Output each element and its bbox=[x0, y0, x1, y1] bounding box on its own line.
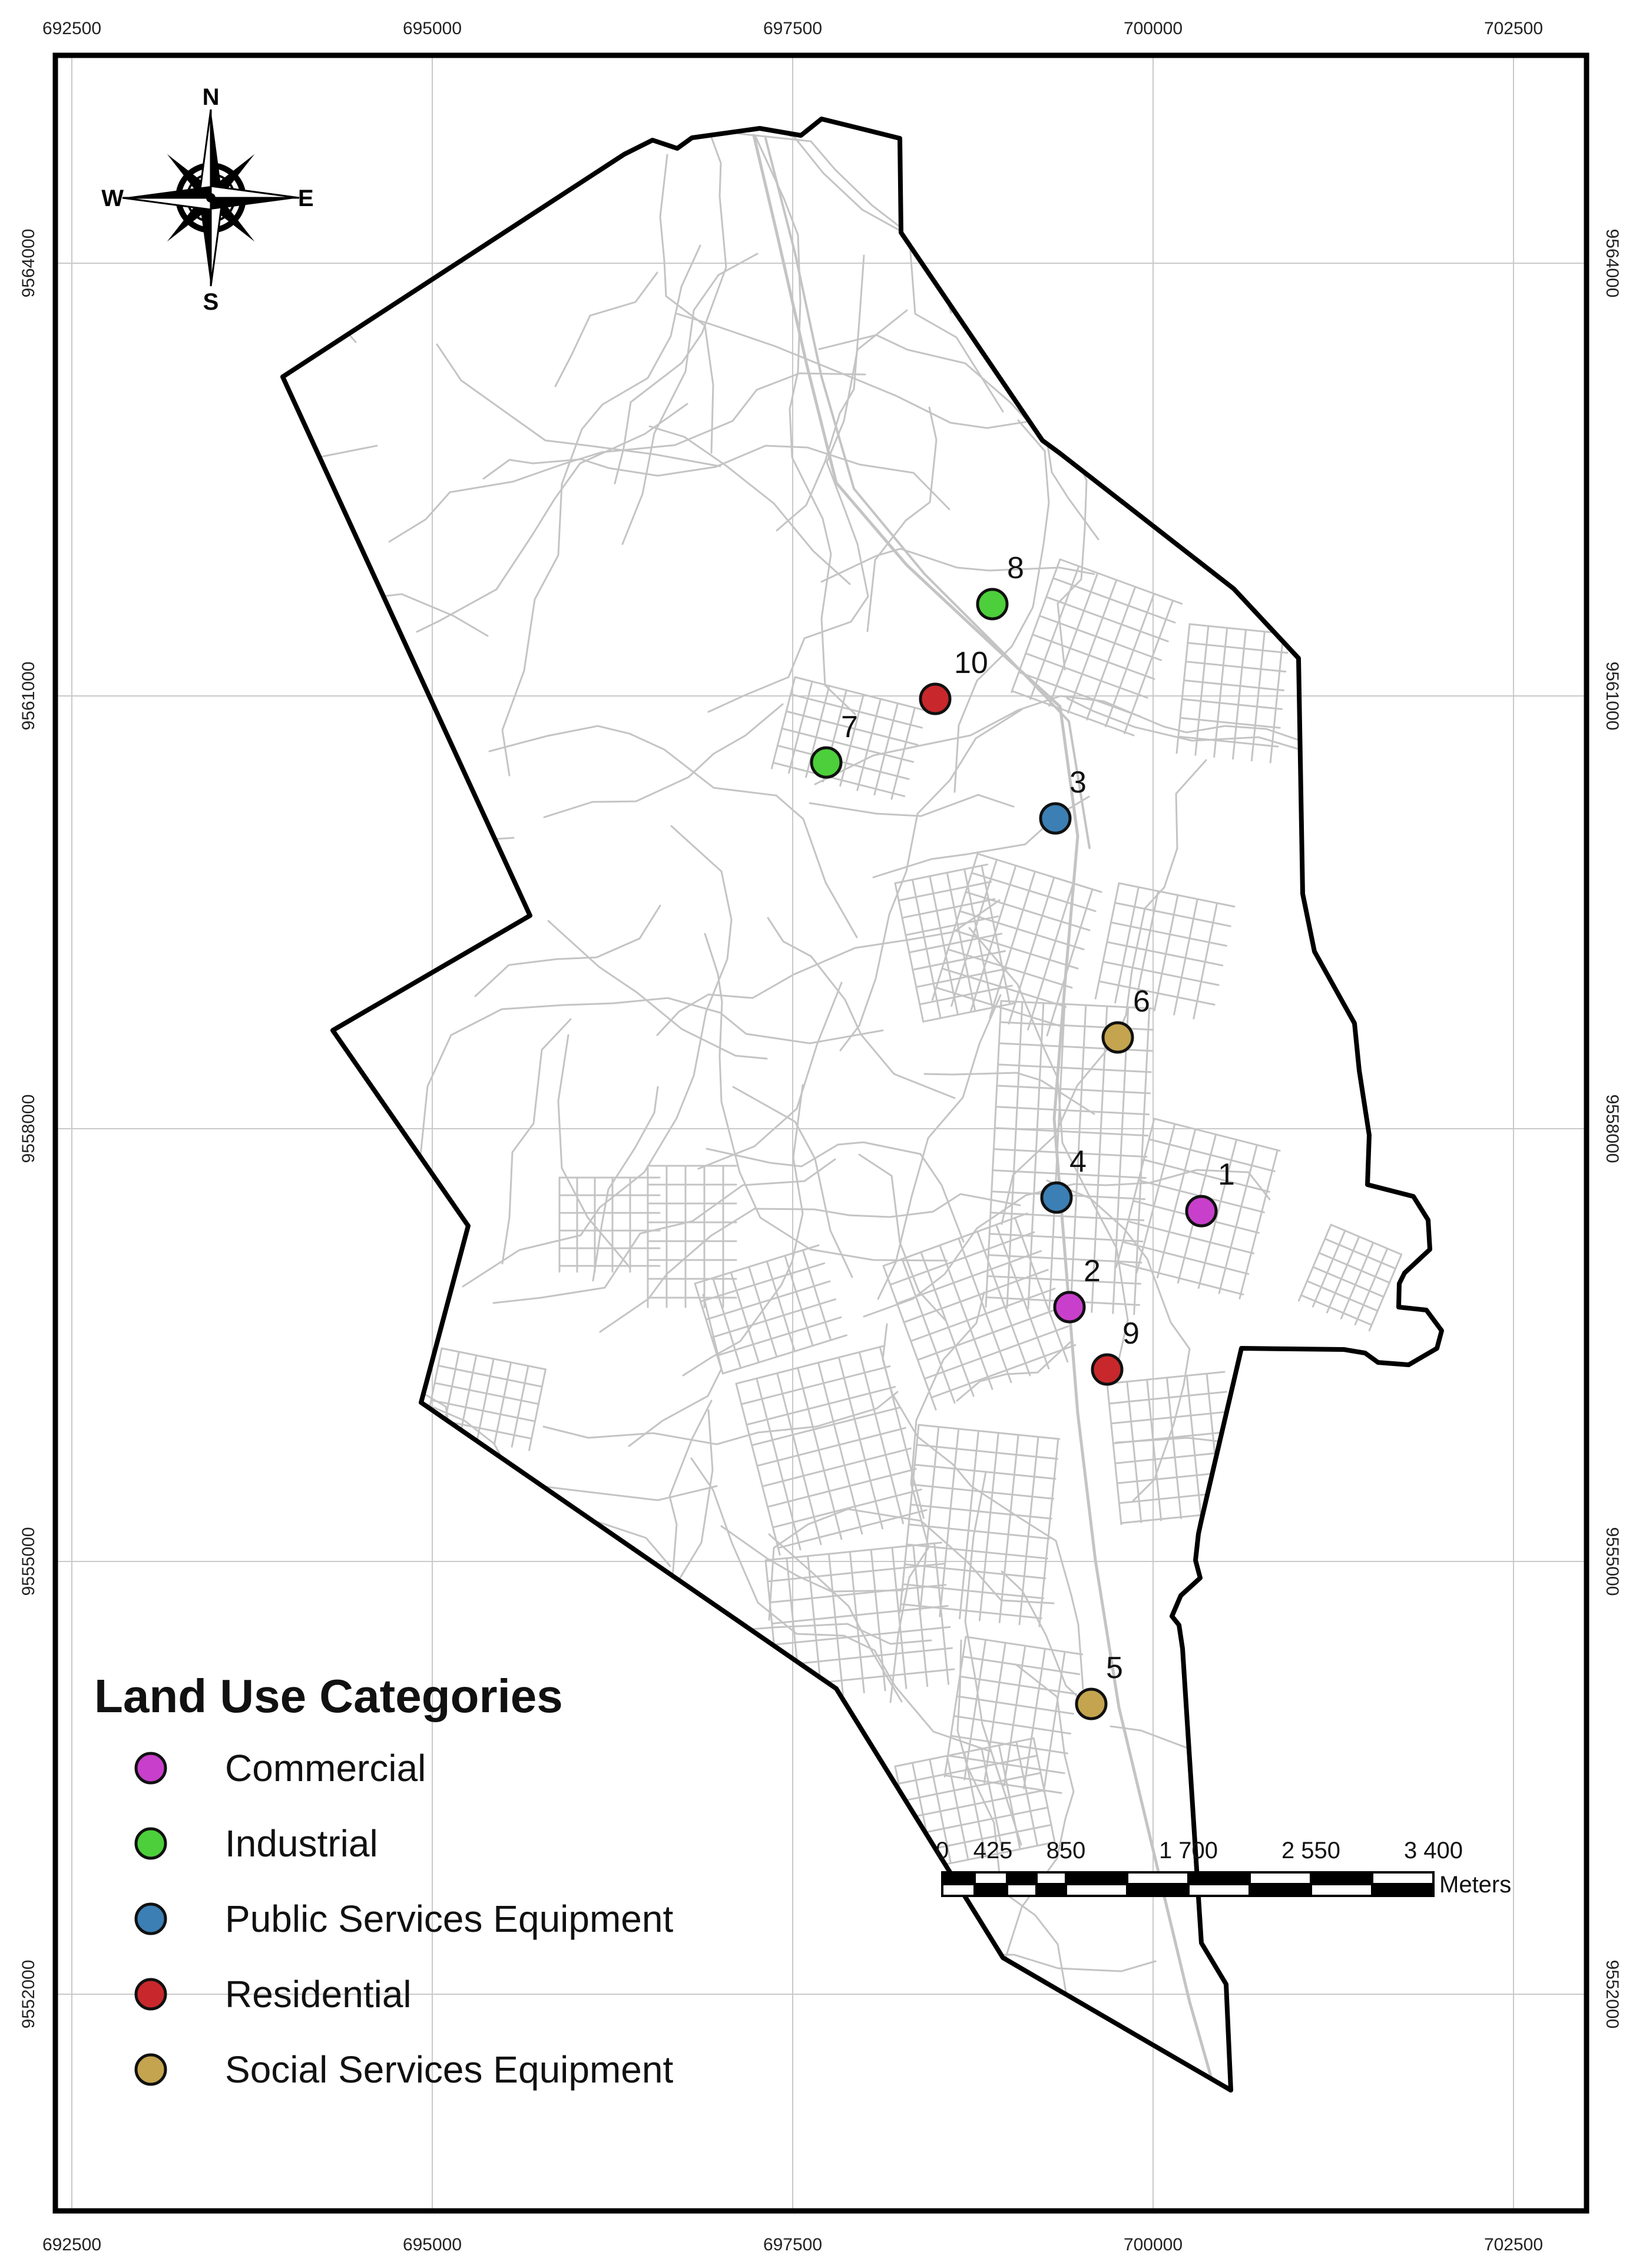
scale-bar-segment bbox=[1127, 1884, 1188, 1896]
legend-label: Social Services Equipment bbox=[225, 2048, 674, 2091]
point-label: 3 bbox=[1069, 765, 1087, 800]
grid-y-label: 9558000 bbox=[19, 1094, 38, 1163]
legend-label: Public Services Equipment bbox=[225, 1898, 674, 1940]
legend-swatch bbox=[136, 1979, 165, 2009]
grid-x-label: 692500 bbox=[42, 2235, 102, 2254]
scale-bar-segment bbox=[942, 1884, 975, 1896]
scale-bar-segment bbox=[1250, 1872, 1311, 1884]
point-label: 4 bbox=[1069, 1145, 1087, 1179]
compass-south-label: S bbox=[203, 289, 219, 315]
grid-y-label: 9555000 bbox=[1602, 1527, 1622, 1596]
scale-bar-segment bbox=[1188, 1884, 1250, 1896]
legend-swatch bbox=[136, 1829, 165, 1858]
legend-swatch bbox=[136, 2055, 165, 2084]
compass-north-label: N bbox=[202, 84, 220, 110]
point-label: 1 bbox=[1218, 1158, 1235, 1192]
scale-bar-segment bbox=[1036, 1872, 1066, 1884]
scale-bar-segment bbox=[1311, 1884, 1372, 1896]
legend-label: Residential bbox=[225, 1973, 412, 2015]
grid-y-label: 9561000 bbox=[19, 661, 38, 731]
grid-y-label: 9558000 bbox=[1602, 1094, 1622, 1163]
compass-east-label: E bbox=[298, 185, 314, 211]
grid-x-label: 695000 bbox=[402, 19, 462, 38]
point-label: 7 bbox=[841, 710, 858, 744]
grid-x-label: 697500 bbox=[763, 2235, 823, 2254]
scale-bar-segment bbox=[1066, 1884, 1127, 1896]
point-label: 10 bbox=[954, 646, 988, 680]
scale-bar-tick-label: 0 bbox=[935, 1838, 949, 1864]
scale-bar-segment bbox=[1372, 1884, 1433, 1896]
grid-y-label: 9564000 bbox=[1602, 228, 1622, 298]
scale-bar-tick-label: 3 400 bbox=[1403, 1838, 1463, 1864]
scale-bar-tick-label: 425 bbox=[973, 1838, 1013, 1864]
scale-bar-segment bbox=[975, 1884, 1007, 1896]
point-label: 9 bbox=[1122, 1317, 1140, 1351]
scale-bar-segment bbox=[1311, 1872, 1372, 1884]
legend-title: Land Use Categories bbox=[94, 1670, 563, 1722]
scale-bar-segment bbox=[942, 1872, 975, 1884]
legend-label: Commercial bbox=[225, 1747, 426, 1789]
grid-x-label: 702500 bbox=[1483, 19, 1544, 38]
scale-bar-segment bbox=[975, 1872, 1007, 1884]
grid-x-label: 692500 bbox=[42, 19, 102, 38]
point-label: 6 bbox=[1133, 984, 1150, 1019]
legend-label: Industrial bbox=[225, 1822, 378, 1865]
scale-bar-segment bbox=[1007, 1884, 1036, 1896]
scale-bar-unit: Meters bbox=[1439, 1872, 1512, 1898]
grid-y-label: 9561000 bbox=[1602, 661, 1622, 731]
grid-x-label: 695000 bbox=[402, 2235, 462, 2254]
scale-bar-segment bbox=[1127, 1872, 1188, 1884]
compass-west-label: W bbox=[101, 185, 124, 211]
scale-bar-segment bbox=[1036, 1884, 1066, 1896]
point-label: 5 bbox=[1106, 1651, 1123, 1685]
scale-bar-tick-label: 1 700 bbox=[1158, 1838, 1218, 1864]
scale-bar-tick-label: 850 bbox=[1046, 1838, 1086, 1864]
scale-bar-segment bbox=[1372, 1872, 1433, 1884]
grid-y-label: 9555000 bbox=[19, 1527, 38, 1596]
scale-bar-segment bbox=[1250, 1884, 1311, 1896]
grid-y-label: 9564000 bbox=[19, 228, 38, 298]
legend-swatch bbox=[136, 1753, 165, 1783]
point-label: 8 bbox=[1007, 551, 1024, 585]
grid-x-label: 700000 bbox=[1123, 2235, 1183, 2254]
scale-bar-segment bbox=[1007, 1872, 1036, 1884]
grid-x-label: 697500 bbox=[763, 19, 823, 38]
legend-swatch bbox=[136, 1904, 165, 1934]
point-label: 2 bbox=[1084, 1254, 1101, 1288]
grid-y-label: 9552000 bbox=[19, 1959, 38, 2029]
scale-bar-segment bbox=[1066, 1872, 1127, 1884]
grid-x-label: 702500 bbox=[1483, 2235, 1544, 2254]
scale-bar-tick-label: 2 550 bbox=[1281, 1838, 1341, 1864]
grid-y-label: 9552000 bbox=[1602, 1959, 1622, 2029]
scale-bar-segment bbox=[1188, 1872, 1250, 1884]
grid-x-label: 700000 bbox=[1123, 19, 1183, 38]
